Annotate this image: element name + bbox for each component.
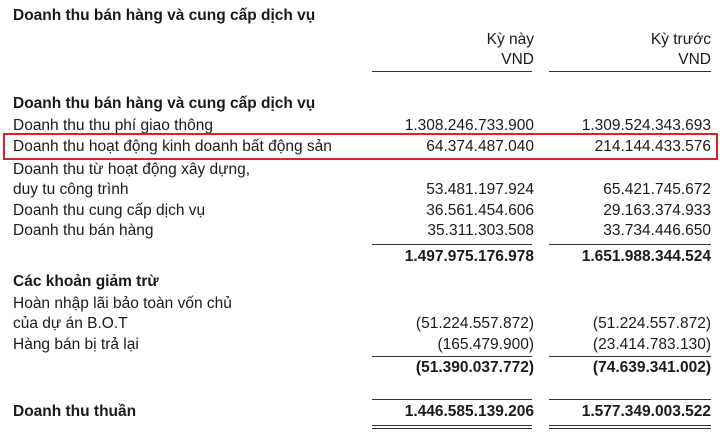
deduction-total-current: (51.390.037.772) — [415, 359, 534, 376]
row-label-continued: của dự án B.O.T — [13, 315, 128, 332]
subtotal-current: 1.497.975.176.978 — [404, 248, 534, 265]
header-rule-current — [372, 71, 532, 72]
row-label: Doanh thu hoạt động kinh doanh bất động sản — [13, 138, 332, 155]
row-value-current: 64.374.487.040 — [426, 138, 534, 155]
row-label: Hàng bán bị trả lại — [13, 336, 139, 353]
column-header-previous: Kỳ trước — [650, 31, 711, 48]
row-value-current: 1.308.246.733.900 — [404, 117, 534, 134]
row-label: Doanh thu thu phí giao thông — [13, 117, 213, 134]
deduction-rule-current — [372, 356, 532, 357]
row-value-current: 35.311.303.508 — [427, 222, 534, 239]
row-label: Doanh thu từ hoạt động xây dựng, — [13, 161, 251, 178]
section-heading-deductions: Các khoản giảm trừ — [13, 273, 159, 290]
subtotal-rule-current — [372, 244, 532, 245]
net-value-previous: 1.577.349.003.522 — [581, 403, 711, 420]
row-label: Hoàn nhập lãi bảo toàn vốn chủ — [13, 295, 232, 312]
net-top-rule-current — [372, 399, 532, 400]
column-header-current: Kỳ này — [486, 31, 534, 48]
column-unit-previous: VND — [678, 51, 711, 68]
row-label-continued: duy tu công trình — [13, 181, 129, 198]
row-value-current: (51.224.557.872) — [415, 315, 534, 332]
page-title: Doanh thu bán hàng và cung cấp dịch vụ — [13, 7, 316, 24]
row-value-previous: 29.163.374.933 — [603, 202, 711, 219]
row-value-current: 53.481.197.924 — [426, 181, 534, 198]
row-value-current: 36.561.454.606 — [426, 202, 534, 219]
header-rule-previous — [549, 71, 711, 72]
row-label: Doanh thu bán hàng — [13, 222, 154, 239]
net-double-rule-current-1 — [372, 425, 532, 426]
net-double-rule-previous-2 — [549, 428, 711, 429]
net-top-rule-previous — [549, 399, 711, 400]
row-label: Doanh thu cung cấp dịch vụ — [13, 202, 206, 219]
net-label: Doanh thu thuần — [13, 403, 137, 420]
row-value-previous: 1.309.524.343.693 — [581, 117, 711, 134]
row-value-previous: 214.144.433.576 — [594, 138, 711, 155]
row-value-previous: (23.414.783.130) — [592, 336, 711, 353]
section-heading-revenue: Doanh thu bán hàng và cung cấp dịch vụ — [13, 95, 316, 112]
deduction-rule-previous — [549, 356, 711, 357]
subtotal-rule-previous — [549, 244, 711, 245]
net-value-current: 1.446.585.139.206 — [404, 403, 534, 420]
net-double-rule-current-2 — [372, 428, 532, 429]
row-value-previous: 65.421.745.672 — [603, 181, 711, 198]
column-unit-current: VND — [501, 51, 534, 68]
net-double-rule-previous-1 — [549, 425, 711, 426]
subtotal-previous: 1.651.988.344.524 — [581, 248, 711, 265]
deduction-total-previous: (74.639.341.002) — [592, 359, 711, 376]
row-value-previous: 33.734.446.650 — [603, 222, 711, 239]
row-value-current: (165.479.900) — [437, 336, 534, 353]
row-value-previous: (51.224.557.872) — [592, 315, 711, 332]
